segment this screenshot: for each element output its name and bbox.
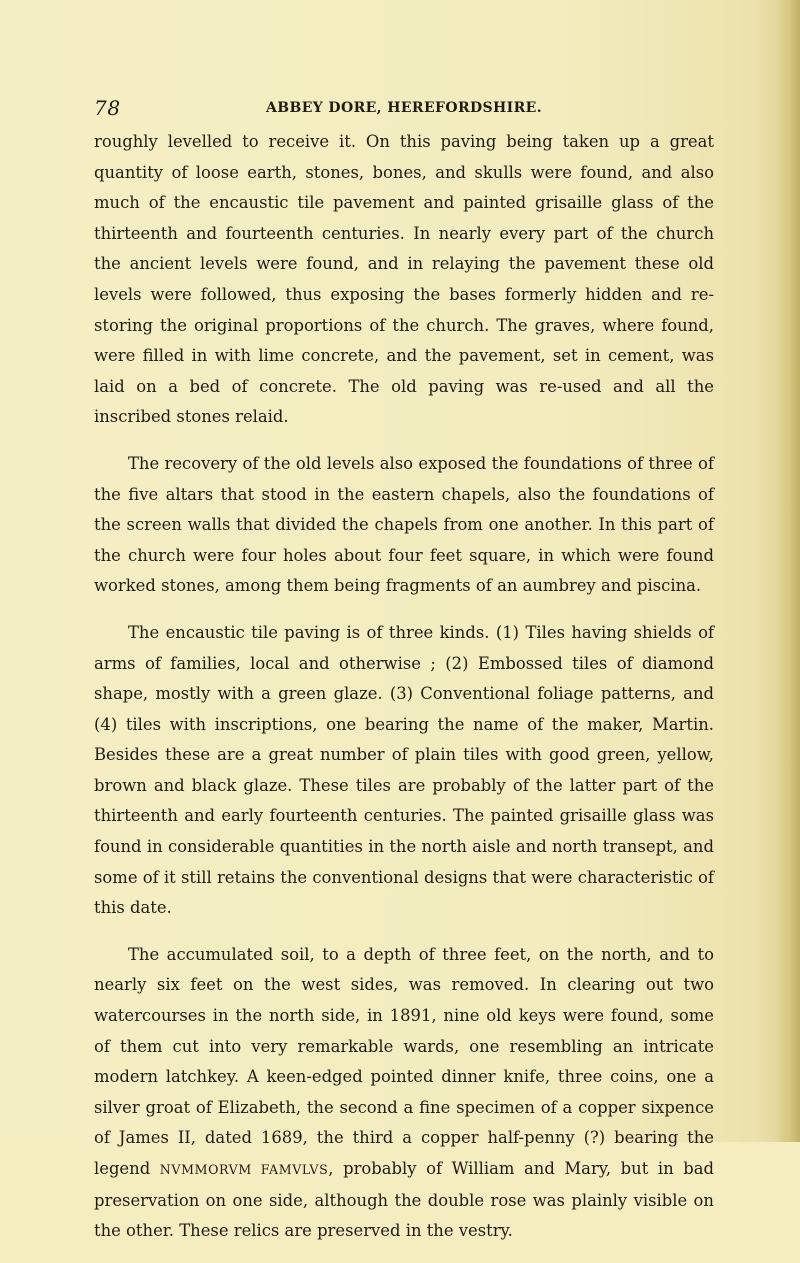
paragraph-old-levels: The recovery of the old levels also exposed the foundations of three of the five altars that stood in the eastern chapels, also the foundations of the screen walls that divided the chapels from one another. In this part of the church were four holes about four feet square, in which were found worked stones, among them being fragments of an aumbrey and piscina. — [94, 453, 714, 596]
page-number: 78 — [94, 96, 121, 120]
paragraph-continuation: roughly levelled to receive it. On this paving being taken up a great quantity of loose earth, stones, bones, and skulls were found, and also much of the encaustic tile pavement and painted grisaille glass of the thirteenth and fourteenth centuries. In nearly every part of the church the ancient levels were found, and in relaying the pavement these old levels were followed, thus exposing the bases formerly hidden and restoring the original proportions of the church. The graves, where found, were filled in with lime concrete, and the pavement, set in cement, was laid on a bed of concrete. The old paving was re-used and all the inscribed stones relaid. — [94, 132, 714, 427]
coin-legend: NVMMORVM FAMVLVS — [159, 1162, 329, 1177]
page-edge-shadow — [774, 0, 800, 1142]
body-text — [94, 127, 714, 1263]
running-head — [94, 96, 714, 120]
paragraph-accumulated-soil — [94, 940, 714, 1247]
paragraph-text-before-legend: The accumulated soil, to a depth of three feet, on the north, and to nearly six feet on the west sides, was removed. In clearing out two watercourses in the north side, in 1891, nine old keys were found, some of them cut into very remarkable wards, one resembling an intricate modern latchkey. A keen-edged pointed dinner knife, three coins, one a silver groat of Elizabeth, the second a fine specimen of a copper sixpence of James II, dated 1689, the third a copper half-penny (?) bearing the legend — [94, 944, 714, 1178]
paragraph-encaustic-tiles: The encaustic tile paving is of three kinds. (1) Tiles having shields of arms of families, local and otherwise ; (2) Embossed tiles of diamond shape, mostly with a green glaze. (3) Conventional foliage patterns, and (4) tiles with inscriptions, one bearing the name of the maker, Martin. Besides these are a great number of plain tiles with good green, yellow, brown and black glaze. These tiles are probably of the latter part of the thirteenth and early fourteenth centuries. The painted grisaille glass was found in considerable quantities in the north aisle and north transept, and some of it still retains the conventional designs that were characteristic of this date. — [94, 622, 714, 918]
running-title: ABBEY DORE, HEREFORDSHIRE. — [265, 100, 543, 116]
paragraph-text-after-legend: , probably of William and Mary, but in bad preservation on one side, although the double rose was plainly visible on the other. These relics are preserved in the vestry. — [94, 1159, 714, 1241]
